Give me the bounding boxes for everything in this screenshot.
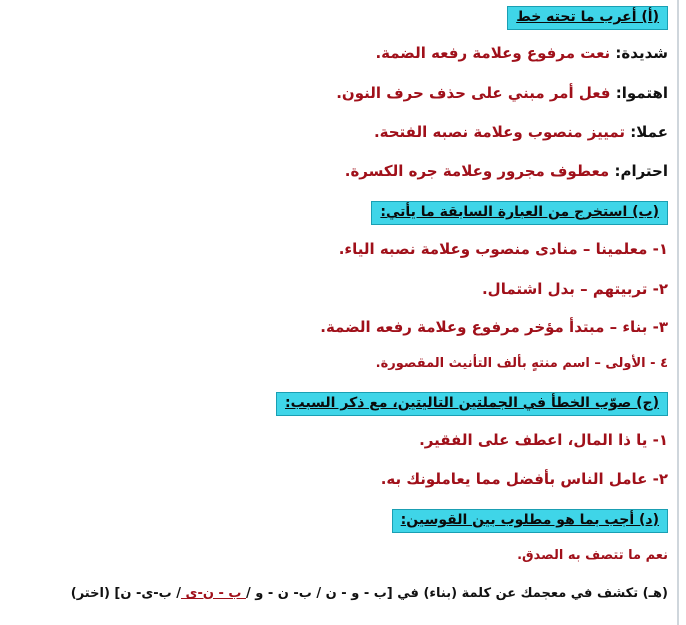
section-a-heading: (أ) أعرب ما تحته خط [507, 6, 668, 30]
section-b-heading: (ب) استخرج من العبارة السابقة ما يأتي: [371, 201, 668, 225]
item-word: اهتموا: [615, 84, 668, 102]
item-word: شديدة: [615, 44, 668, 62]
section-e-correct-choice: ب - ن-ى [181, 586, 246, 601]
page-edge-line [677, 0, 679, 625]
item-word: عملا: [630, 123, 668, 141]
section-d-answer: نعم ما تتصف به الصدق. [517, 548, 668, 563]
section-c-item-2: ٢- عامل الناس بأفضل مما يعاملونك به. [380, 470, 668, 488]
item-answer: تمييز منصوب وعلامة نصبه الفتحة. [373, 123, 626, 141]
section-b-item-4: ٤ - الأولى – اسم منتهٍ بألف التأنيث المقصورة. [375, 356, 668, 371]
section-a-item-1 [375, 44, 668, 62]
section-d-heading: (د) أجب بما هو مطلوب بين القوسين: [392, 509, 668, 533]
section-e-line [71, 586, 668, 602]
section-b-item-2: ٢- تربيتهم – بدل اشتمال. [481, 280, 668, 298]
section-a-item-4 [345, 162, 668, 180]
section-e-suffix: / ب-ى- ن] (اختر) [70, 586, 182, 601]
section-a-item-2 [336, 84, 668, 102]
section-b-item-3: ٣- بناء – مبتدأ مؤخر مرفوع وعلامة رفعه الضمة. [320, 318, 668, 336]
section-b-item-1: ١- معلمينا – منادى منصوب وعلامة نصبه الياء. [338, 240, 668, 258]
item-answer: نعت مرفوع وعلامة رفعه الضمة. [375, 44, 611, 62]
section-c-heading: (ج) صوّب الخطأ في الجملتين التاليتين، مع ذكر السبب: [276, 392, 668, 416]
section-a-item-3 [374, 123, 668, 141]
item-answer: فعل أمر مبني على حذف حرف النون. [336, 84, 611, 102]
section-e-prefix: (هـ) تكشف في معجمك عن كلمة (بناء) في [ب - و - ن / ب- ن - و / [245, 586, 668, 601]
item-answer: معطوف مجرور وعلامة جره الكسرة. [344, 162, 610, 180]
item-word: احترام: [614, 162, 668, 180]
section-c-item-1: ١- يا ذا المال، اعطف على الفقير. [419, 431, 668, 449]
